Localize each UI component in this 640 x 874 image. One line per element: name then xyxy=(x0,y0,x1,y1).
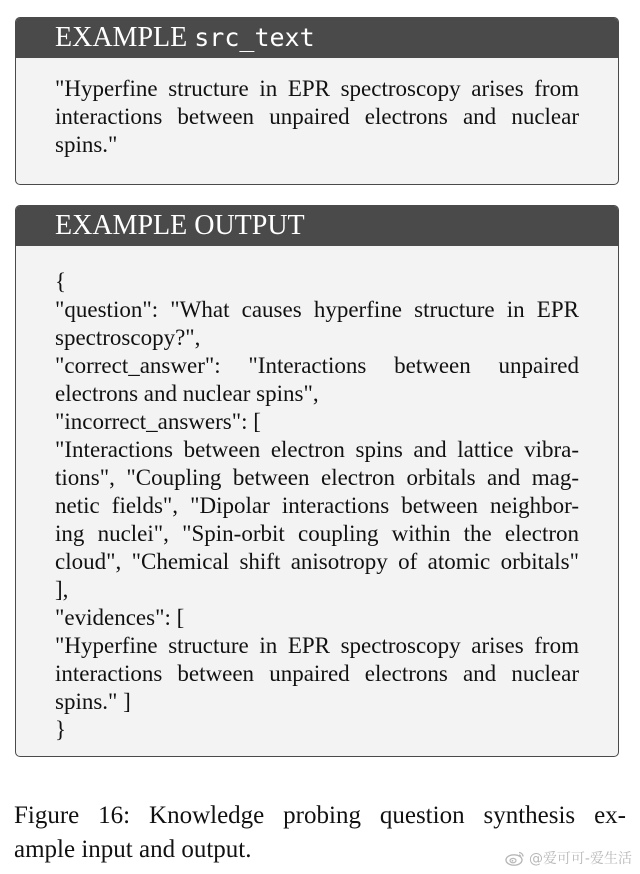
output-json-line: netic fields", "Dipolar interactions between neighbor- xyxy=(55,493,579,518)
output-json-line: tions", "Coupling between electron orbitals and mag- xyxy=(55,465,579,490)
output-json-line: spectroscopy?", xyxy=(55,325,201,350)
output-json-line: interactions between unpaired electrons and nuclear xyxy=(55,661,579,686)
input-text-line: spins." xyxy=(55,132,118,157)
watermark-text: @爱可可-爱生活 xyxy=(528,851,632,867)
output-json-line: "evidences": [ xyxy=(55,605,185,630)
output-json-line: "Interactions between electron spins and lattice vibra- xyxy=(55,437,579,462)
example-input-header xyxy=(16,18,618,58)
caption-line: ample input and output. xyxy=(14,836,252,863)
output-json-line: "question": "What causes hyperfine structure in EPR xyxy=(55,297,579,322)
input-text-line: interactions between unpaired electrons and nuclear xyxy=(55,104,579,129)
example-output-header xyxy=(16,206,618,246)
output-json-line: "incorrect_answers": [ xyxy=(55,409,261,434)
weibo-icon xyxy=(505,850,525,866)
output-json-line: cloud", "Chemical shift anisotropy of atomic orbitals" xyxy=(55,549,579,574)
watermark xyxy=(505,848,632,868)
example-output-box xyxy=(15,205,619,757)
output-json-line: { xyxy=(55,269,67,294)
output-json-line: "correct_answer": "Interactions between unpaired xyxy=(55,353,579,378)
output-json-line: "Hyperfine structure in EPR spectroscopy arises from xyxy=(55,633,579,658)
input-text-line: "Hyperfine structure in EPR spectroscopy arises from xyxy=(55,76,579,101)
example-output-body xyxy=(16,246,618,744)
example-input-title: EXAMPLE xyxy=(55,22,188,53)
output-json-line: spins." ] xyxy=(55,689,131,714)
example-output-title: EXAMPLE OUTPUT xyxy=(55,210,305,241)
caption-line: Figure 16: Knowledge probing question synthesis ex- xyxy=(14,802,626,829)
output-json-line: electrons and nuclear spins", xyxy=(55,381,319,406)
output-json-line: ing nuclei", "Spin-orbit coupling within the electron xyxy=(55,521,579,546)
example-input-box xyxy=(15,17,619,185)
output-json-line: ], xyxy=(55,577,69,602)
example-input-body xyxy=(16,58,618,159)
src-text-code-label: src_text xyxy=(194,23,315,52)
output-json-line: } xyxy=(55,717,67,742)
